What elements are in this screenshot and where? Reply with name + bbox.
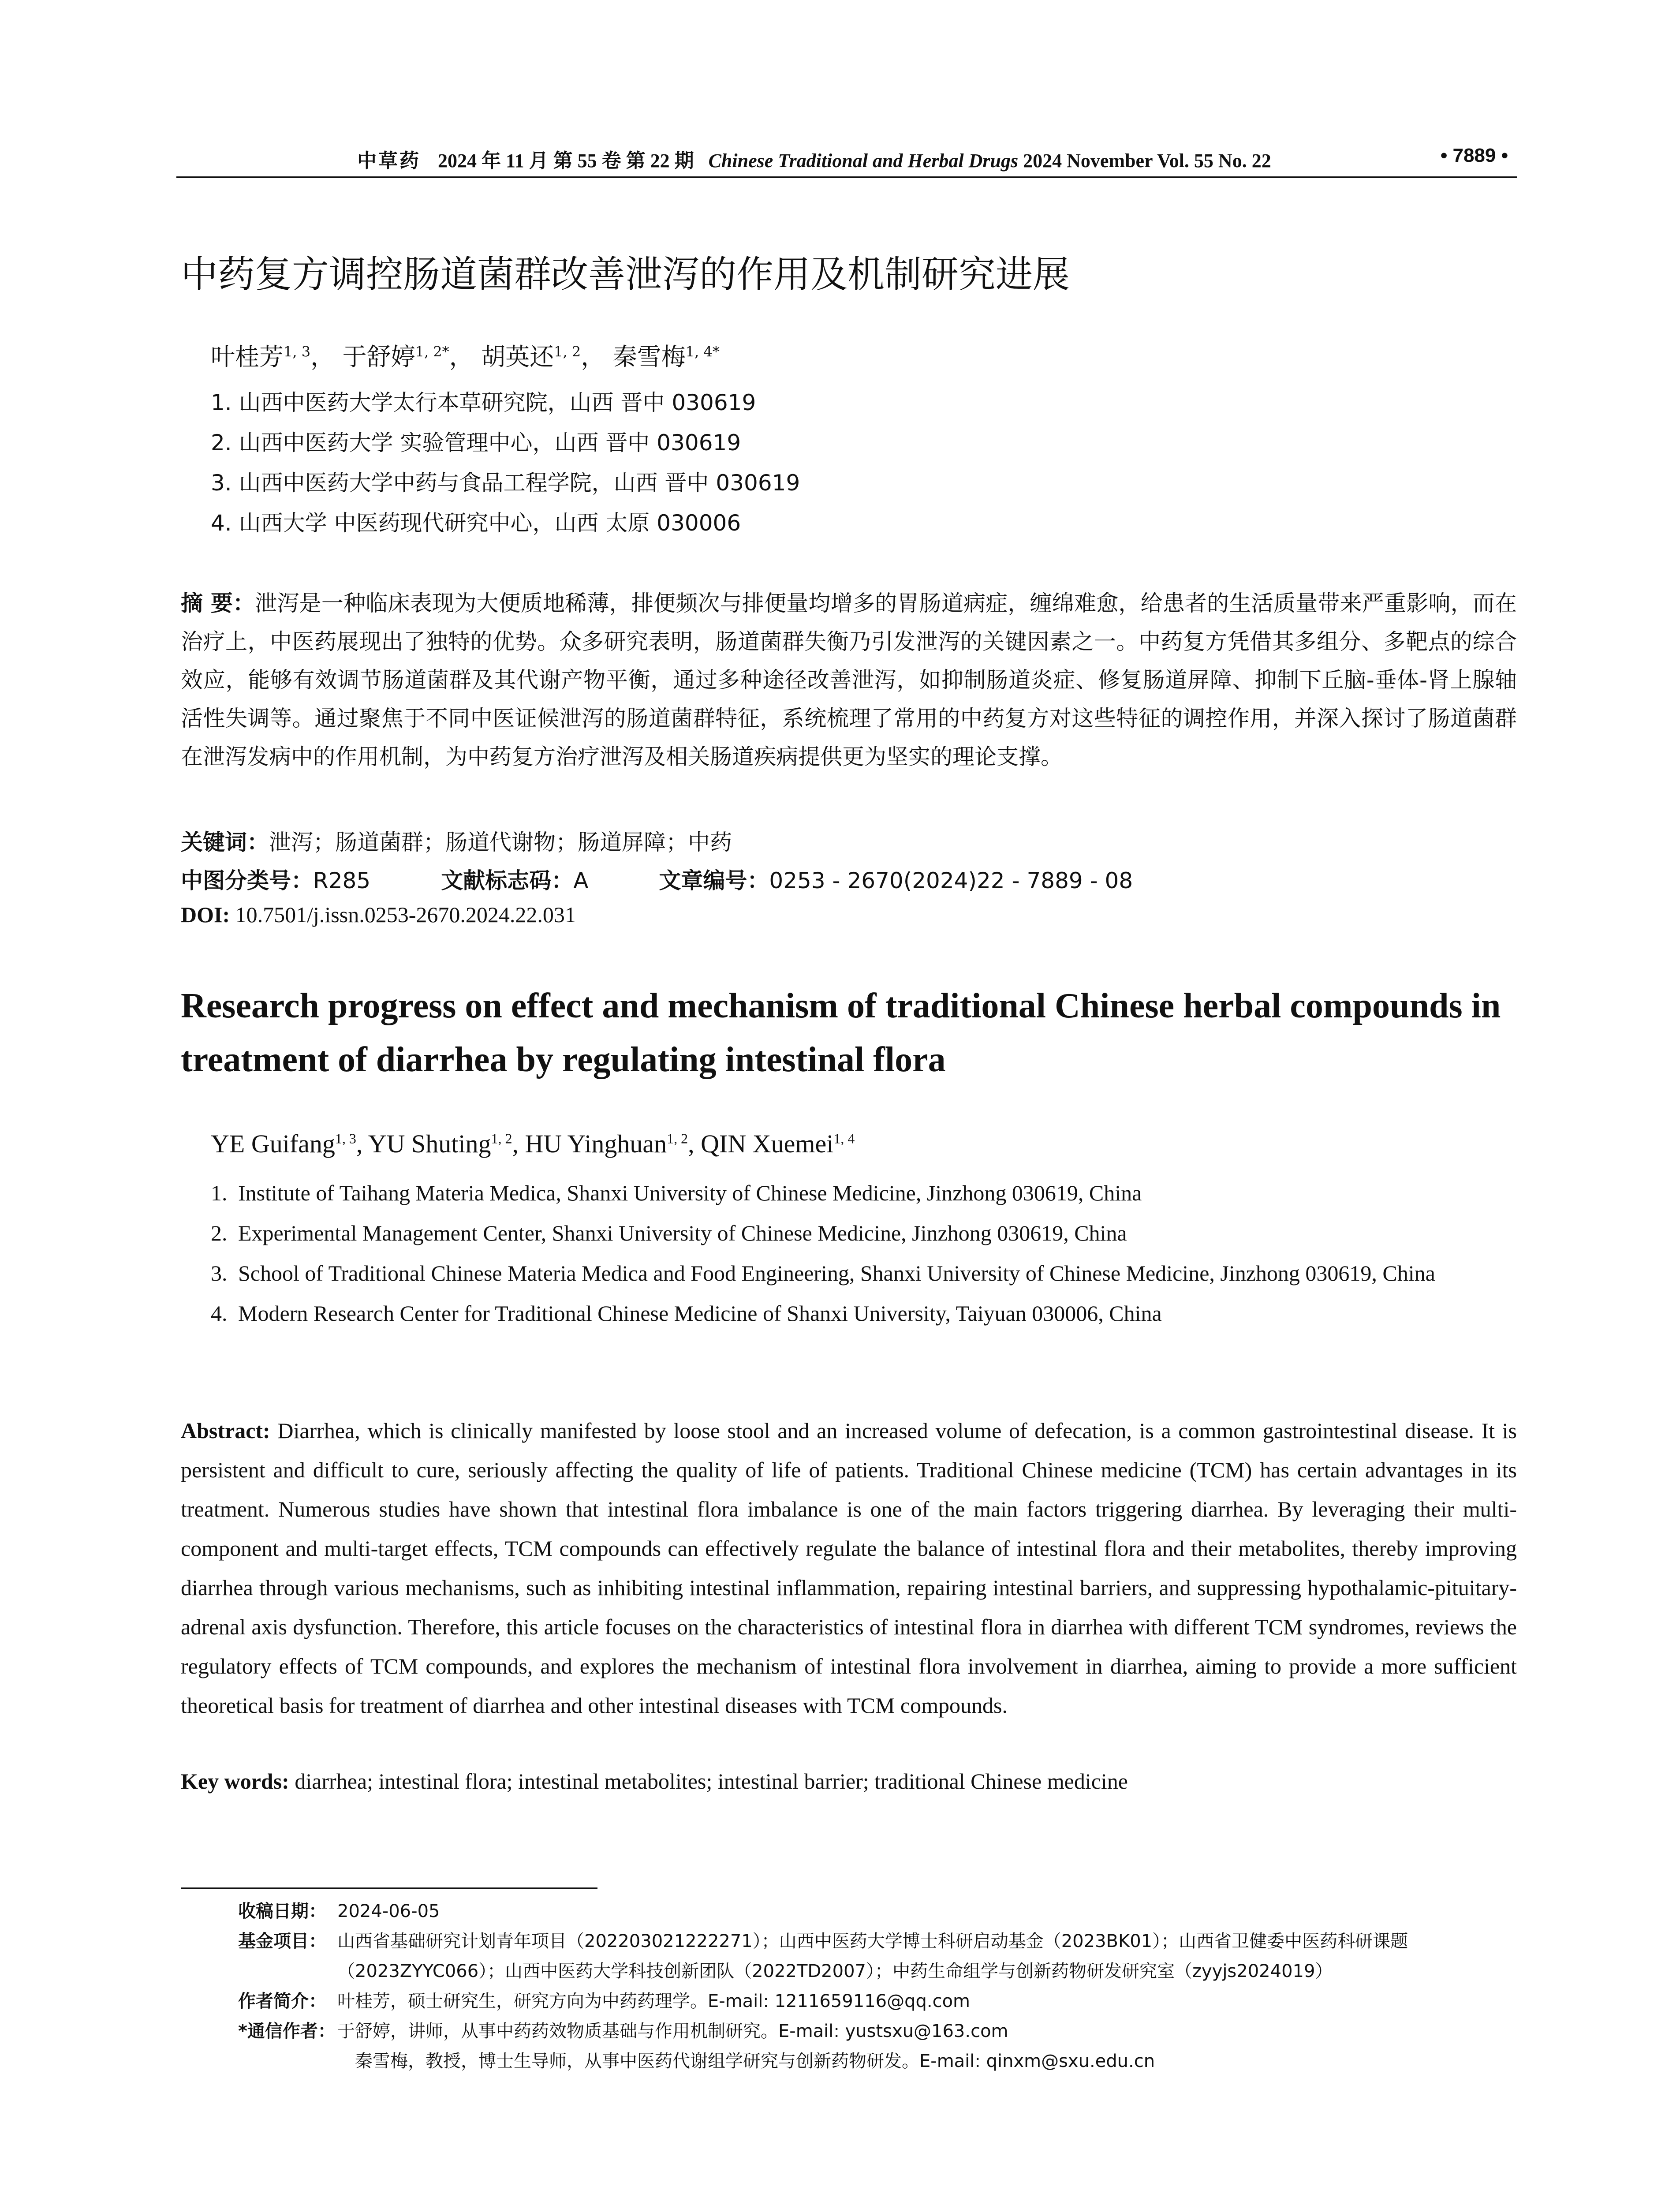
journal-cn-name: 中草药 (357, 149, 421, 172)
doi-line (181, 902, 576, 927)
issue-cn: 2024 年 11 月 第 55 卷 第 22 期 (438, 150, 694, 172)
title-en: Research progress on effect and mechanism of traditional Chinese herbal compounds in treatment of diarrhea by regulating intestinal flora (181, 987, 1501, 1079)
author-cn: 于舒婷$^{1, 2*}$， (342, 343, 474, 371)
footnote-fund: 基金项目： 山西省基础研究计划青年项目（202203021222271）；山西中医药大学博士科研启动基金（2023BK01）；山西省卫健委中医药科研课题（2023ZYYC066）；山西中医药大学科技创新团队（2022TD2007）；中药生命组学与创新药物研发研究室（zyyjs2024019） (238, 1931, 1408, 1981)
affiliation-en: 2. Experimental Management Center, Shanxi University of Chinese Medicine, Jinzhong 030619, China (211, 1221, 1127, 1245)
footnote-corresponding-2: 秦雪梅，教授，博士生导师，从事中医药代谢组学研究与创新药物研发。E-mail: qinxm@sxu.edu.cn (355, 2051, 1155, 2071)
keywords-cn-text: 泄泻；肠道菌群；肠道代谢物；肠道屏障；中药 (269, 830, 732, 855)
author-en: YE Guifang$^{1, 3}$, (211, 1129, 368, 1158)
authors-en (211, 1129, 855, 1159)
title-cn: 中药复方调控肠道菌群改善泄泻的作用及机制研究进展 (181, 253, 1070, 296)
affiliation-en: 4. Modern Research Center for Traditional Chinese Medicine of Shanxi University, Taiyuan 030006, China (211, 1301, 1162, 1326)
abstract-en-text: Diarrhea, which is clinically manifested by loose stool and an increased volume of defecation, is a common gastrointestinal disease. It is persistent and difficult to cure, seriously affecting the quality of life of patients. Traditional Chinese medicine (TCM) has certain advantages in its treatment. Numerous studies have shown that intestinal flora imbalance is one of the main factors triggering diarrhea. By leveraging their multi-component and multi-target effects, TCM compounds can effectively regulate the balance of intestinal flora and their metabolites, thereby improving diarrhea through various mechanisms, such as inhibiting intestinal inflammation, repairing intestinal barriers, and suppressing hypothalamic-pituitary-adrenal axis dysfunction. Therefore, this article focuses on the characteristics of intestinal flora in diarrhea with different TCM syndromes, reviews the regulatory effects of TCM compounds, and explores the mechanism of intestinal flora involvement in diarrhea, aiming to provide a more sufficient theoretical basis for treatment of diarrhea and other intestinal diseases with TCM compounds. (181, 1418, 1517, 1718)
affiliations-en (211, 1173, 1516, 1334)
footnotes (238, 1896, 1517, 2076)
authors-cn (211, 337, 720, 372)
page-number: • 7889 • (1440, 145, 1508, 166)
affiliation-cn: 1. 山西中医药大学太行本草研究院，山西 晋中 030619 (211, 390, 756, 415)
running-header (176, 141, 1517, 178)
author-en: QIN Xuemei$^{1, 4}$ (701, 1129, 855, 1158)
doc-code-label: 文献标志码： (441, 868, 574, 893)
clc-label: 中图分类号： (181, 868, 313, 893)
keywords-en-label: Key words: (181, 1769, 289, 1794)
keywords-en (181, 1768, 1128, 1794)
keywords-en-text: diarrhea; intestinal flora; intestinal metabolites; intestinal barrier; traditional Chinese medicine (295, 1769, 1128, 1794)
author-cn: 秦雪梅$^{1, 4*}$ (612, 343, 720, 371)
author-cn: 叶桂芳$^{1, 3}$， (211, 343, 335, 371)
article-number-value: 0253 - 2670(2024)22 - 7889 - 08 (769, 868, 1133, 893)
author-cn: 胡英还$^{1, 2}$， (481, 343, 605, 371)
clc-value: R285 (313, 868, 371, 893)
affiliation-en: 3. School of Traditional Chinese Materia Medica and Food Engineering, Shanxi University of Chinese Medicine, Jinzhong 030619, China (211, 1261, 1435, 1286)
author-en: YU Shuting$^{1, 2}$, (368, 1129, 525, 1158)
abstract-cn (181, 584, 1517, 776)
journal-issue-line (357, 145, 1271, 173)
keywords-cn-label: 关键词： (181, 830, 269, 855)
footnote-divider (181, 1887, 597, 1889)
affiliation-cn: 4. 山西大学 中医药现代研究中心，山西 太原 030006 (211, 510, 741, 536)
doi-label: DOI: (181, 902, 230, 927)
footnote-received: 收稿日期： 2024-06-05 (238, 1901, 440, 1921)
affiliation-en: 1. Institute of Taihang Materia Medica, Shanxi University of Chinese Medicine, Jinzhong 030619, China (211, 1181, 1142, 1205)
keywords-cn (181, 825, 732, 856)
abstract-cn-text: 泄泻是一种临床表现为大便质地稀薄，排便频次与排便量均增多的胃肠道病症，缠绵难愈，给患者的生活质量带来严重影响，而在治疗上，中医药展现出了独特的优势。众多研究表明，肠道菌群失衡乃引发泄泻的关键因素之一。中药复方凭借其多组分、多靶点的综合效应，能够有效调节肠道菌群及其代谢产物平衡，通过多种途径改善泄泻，如抑制肠道炎症、修复肠道屏障、抑制下丘脑-垂体-肾上腺轴活性失调等。通过聚焦于不同中医证候泄泻的肠道菌群特征，系统梳理了常用的中药复方对这些特征的调控作用，并深入探讨了肠道菌群在泄泻发病中的作用机制，为中药复方治疗泄泻及相关肠道疾病提供更为坚实的理论支撑。 (181, 590, 1517, 770)
article-number-label: 文章编号： (659, 868, 769, 893)
doi-link[interactable]: 10.7501/j.issn.0253-2670.2024.22.031 (235, 902, 576, 927)
footnote-corresponding: *通信作者： 于舒婷，讲师，从事中药药效物质基础与作用机制研究。E-mail: yustsxu@163.com (238, 2021, 1008, 2041)
abstract-cn-label: 摘 要： (181, 590, 255, 616)
affiliation-cn: 3. 山西中医药大学中药与食品工程学院，山西 晋中 030619 (211, 470, 800, 496)
affiliations-cn (211, 383, 800, 543)
affiliation-cn: 2. 山西中医药大学 实验管理中心，山西 晋中 030619 (211, 430, 741, 456)
author-en: HU Yinghuan$^{1, 2}$, (525, 1129, 701, 1158)
issue-en: 2024 November Vol. 55 No. 22 (1023, 150, 1271, 172)
journal-en-name: Chinese Traditional and Herbal Drugs (708, 150, 1019, 172)
classification-line (181, 863, 1133, 895)
doc-code-value: A (573, 868, 589, 893)
abstract-en (181, 1411, 1517, 1725)
footnote-author-bio: 作者简介： 叶桂芳，硕士研究生，研究方向为中药药理学。E-mail: 1211659116@qq.com (238, 1991, 971, 2011)
abstract-en-label: Abstract: (181, 1418, 270, 1443)
